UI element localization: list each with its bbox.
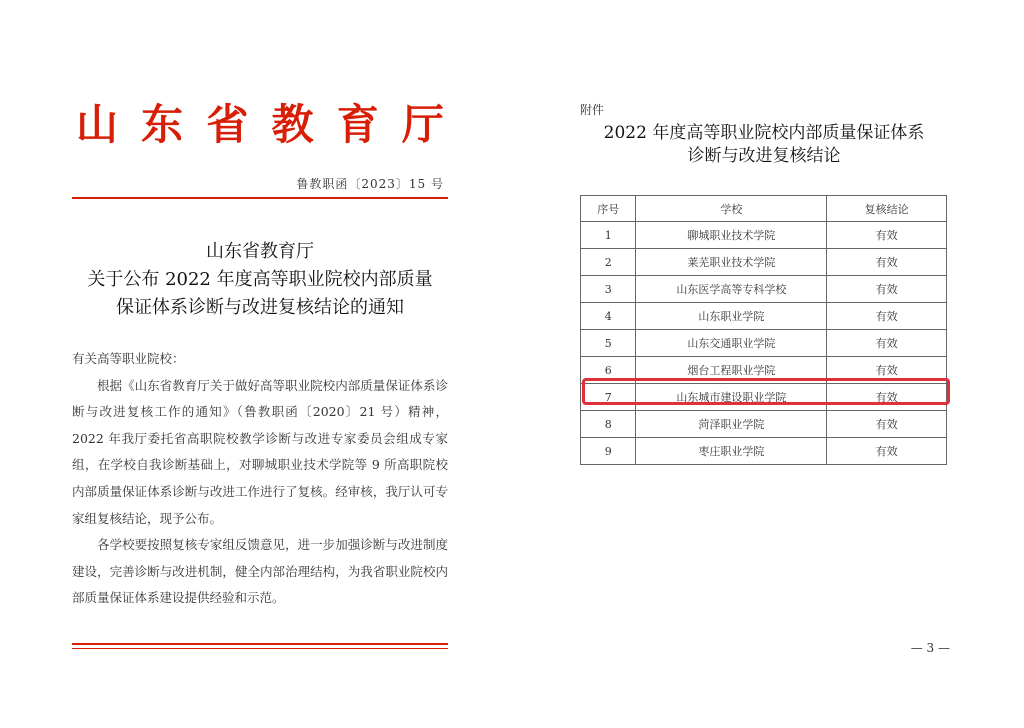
- row-school: 枣庄职业学院: [636, 438, 827, 465]
- row-index: 8: [581, 411, 636, 438]
- agency-char: 省: [206, 100, 249, 149]
- title-line: 关于公布 2022 年度高等职业院校内部质量: [87, 269, 433, 290]
- agency-char: 教: [271, 100, 314, 149]
- notice-body: [72, 346, 448, 612]
- header-school: 学校: [636, 196, 827, 222]
- row-index: 3: [581, 276, 636, 303]
- row-index: 6: [581, 357, 636, 384]
- row-school: 菏泽职业学院: [636, 411, 827, 438]
- footer-red-rule: [72, 643, 448, 645]
- row-conclusion: 有效: [827, 222, 947, 249]
- attachment-title-line: 2022 年度高等职业院校内部质量保证体系: [603, 123, 925, 143]
- row-index: 1: [581, 222, 636, 249]
- row-index: 9: [581, 438, 636, 465]
- row-school: 山东职业学院: [636, 303, 827, 330]
- row-conclusion: 有效: [827, 411, 947, 438]
- row-conclusion: 有效: [827, 330, 947, 357]
- right-page: [578, 0, 950, 728]
- header-conclusion: 复核结论: [827, 196, 947, 222]
- row-conclusion: 有效: [827, 357, 947, 384]
- row-conclusion: 有效: [827, 384, 947, 411]
- row-index: 5: [581, 330, 636, 357]
- agency-char: 厅: [401, 100, 444, 149]
- table-row: [581, 330, 947, 357]
- row-school: 烟台工程职业学院: [636, 357, 827, 384]
- row-school: 山东城市建设职业学院: [636, 384, 827, 411]
- row-index: 4: [581, 303, 636, 330]
- document-number: 鲁教职函〔2023〕15 号: [296, 177, 444, 191]
- header-index: 序号: [581, 196, 636, 222]
- title-line: 山东省教育厅: [206, 241, 314, 262]
- row-conclusion: 有效: [827, 276, 947, 303]
- agency-char: 山: [75, 100, 118, 149]
- row-conclusion: 有效: [827, 249, 947, 276]
- agency-char: 育: [336, 100, 379, 149]
- title-line: 保证体系诊断与改进复核结论的通知: [116, 297, 404, 318]
- attachment-title-line: 诊断与改进复核结论: [687, 146, 841, 166]
- agency-header: [72, 100, 448, 150]
- table-row: [581, 411, 947, 438]
- page-number: — 3 —: [910, 641, 950, 655]
- table-row: [581, 222, 947, 249]
- header-red-rule: [72, 197, 448, 199]
- row-school: 山东医学高等专科学校: [636, 276, 827, 303]
- row-index: 2: [581, 249, 636, 276]
- attachment-label: 附件: [580, 103, 605, 117]
- attachment-title: [568, 122, 960, 168]
- row-school: 聊城职业技术学院: [636, 222, 827, 249]
- left-page: [72, 0, 448, 728]
- body-paragraph: 各学校要按照复核专家组反馈意见，进一步加强诊断与改进制度建设，完善诊断与改进机制，健全内部治理结构，为我省职业院校内部质量保证体系建设提供经验和示范。: [72, 537, 448, 606]
- agency-char: 东: [141, 100, 184, 149]
- review-results-table: [580, 195, 947, 465]
- notice-title: [72, 238, 448, 322]
- table-row: [581, 438, 947, 465]
- row-highlight-box: [582, 378, 950, 405]
- table-row: [581, 249, 947, 276]
- row-school: 山东交通职业学院: [636, 330, 827, 357]
- row-index: 7: [581, 384, 636, 411]
- table-row: [581, 303, 947, 330]
- row-conclusion: 有效: [827, 303, 947, 330]
- table-header-row: [581, 196, 947, 222]
- row-school: 莱芜职业技术学院: [636, 249, 827, 276]
- table-row: [581, 276, 947, 303]
- footer-red-rule-thin: [72, 648, 448, 649]
- row-conclusion: 有效: [827, 438, 947, 465]
- body-paragraph: 根据《山东省教育厅关于做好高等职业院校内部质量保证体系诊断与改进复核工作的通知》（鲁教职函〔2020〕21 号）精神，2022 年我厅委托省高职院校教学诊断与改进专家委员会组成专家组，在学校自我诊断基础上，对聊城职业技术学院等 9 所高职院校内部质量保证体系诊断与改进工作进行了复核。经审核，我厅认可专家组复核结论，现予公布。: [72, 377, 448, 526]
- salutation: 有关高等职业院校：: [72, 351, 185, 366]
